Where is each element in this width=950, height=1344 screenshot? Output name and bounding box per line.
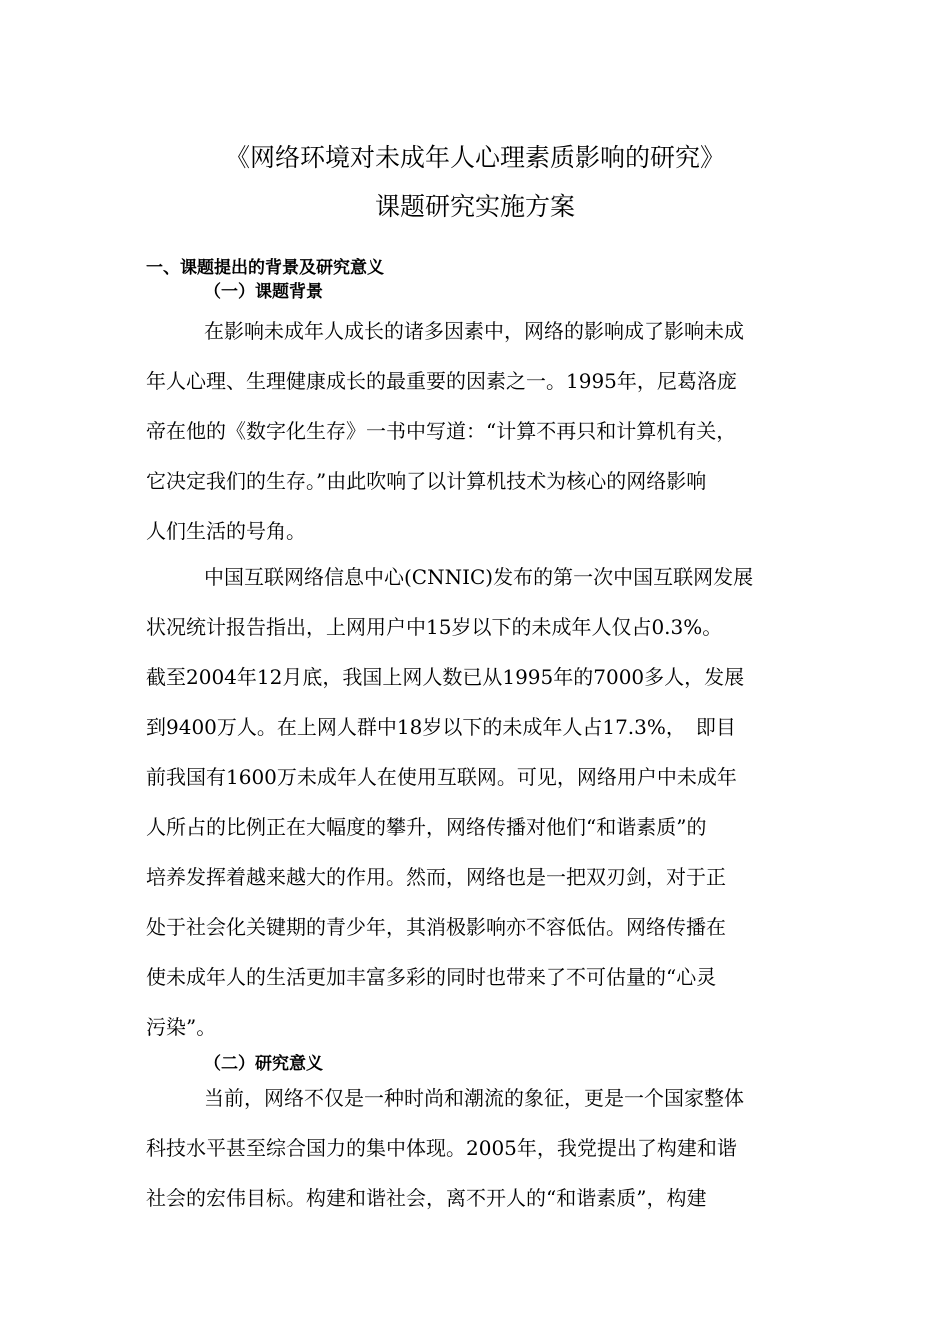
- paragraph-statistics: [146, 552, 806, 1052]
- paragraph-line: 培养发挥着越来越大的作用。然而，网络也是一把双刃剑，对于正: [146, 865, 726, 889]
- paragraph-line: 当前，网络不仅是一种时尚和潮流的象征，更是一个国家整体: [204, 1086, 744, 1110]
- paragraph-line: 处于社会化关键期的青少年，其消极影响亦不容低估。网络传播在: [146, 915, 726, 939]
- paragraph-line: 科技水平甚至综合国力的集中体现。2005年，我党提出了构建和谐: [146, 1136, 737, 1160]
- paragraph-line: 截至2004年12月底，我国上网人数已从1995年的7000多人，发展: [146, 665, 745, 689]
- paragraph-line: 它决定我们的生存。”由此吹响了以计算机技术为核心的网络影响: [146, 469, 707, 493]
- section-heading-background-significance: 一、课题提出的背景及研究意义: [146, 258, 384, 278]
- paragraph-line: 在影响未成年人成长的诸多因素中，网络的影响成了影响未成: [204, 319, 744, 343]
- document-title: 《网络环境对未成年人心理素质影响的研究》: [224, 143, 725, 172]
- subsection-heading-background: （一）课题背景: [204, 282, 323, 302]
- paragraph-line: 使未成年人的生活更加丰富多彩的同时也带来了不可估量的“心灵: [146, 965, 717, 989]
- paragraph-line: 前我国有1600万未成年人在使用互联网。可见，网络用户中未成年: [146, 765, 737, 789]
- paragraph-line: 社会的宏伟目标。构建和谐社会，离不开人的“和谐素质”，构建: [146, 1186, 707, 1210]
- paragraph-background: [146, 306, 806, 556]
- paragraph-line: 人们生活的号角。: [146, 519, 306, 543]
- paragraph-line: 年人心理、生理健康成长的最重要的因素之一。1995年，尼葛洛庞: [146, 369, 737, 393]
- document-subtitle: 课题研究实施方案: [374, 192, 575, 221]
- paragraph-significance: [146, 1073, 806, 1223]
- paragraph-line: 污染”。: [146, 1015, 217, 1039]
- paragraph-line: 状况统计报告指出，上网用户中15岁以下的未成年人仅占0.3%。: [146, 615, 723, 639]
- paragraph-line: 帝在他的《数字化生存》一书中写道：“计算不再只和计算机有关，: [146, 419, 737, 443]
- subsection-heading-significance: （二）研究意义: [204, 1054, 323, 1074]
- paragraph-line: 中国互联网络信息中心(CNNIC)发布的第一次中国互联网发展: [204, 565, 754, 589]
- paragraph-line: 到9400万人。在上网人群中18岁以下的未成年人占17.3%， 即目: [146, 715, 736, 739]
- paragraph-line: 人所占的比例正在大幅度的攀升，网络传播对他们“和谐素质”的: [146, 815, 707, 839]
